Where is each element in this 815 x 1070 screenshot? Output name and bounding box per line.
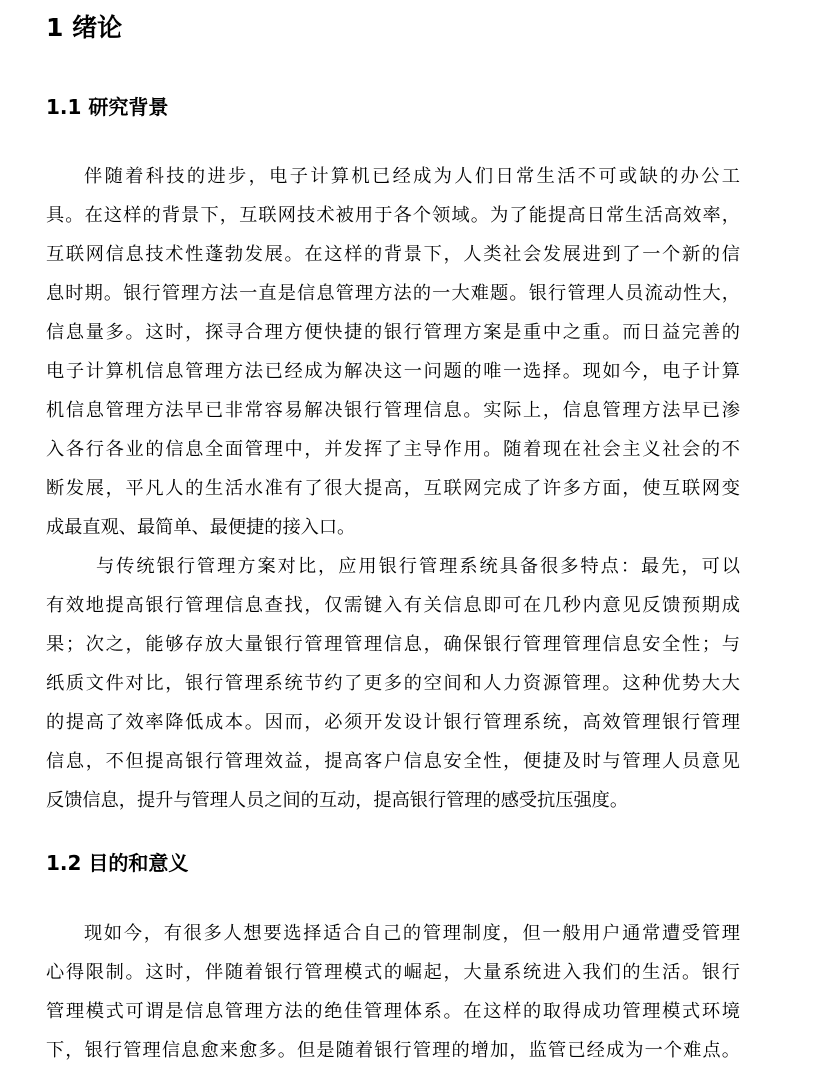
text-line: 现如今，有很多人想要选择适合自己的管理制度，但一般用户通常遭受管理 [84,923,740,944]
paragraph-background-2 [46,547,740,820]
paragraph-purpose-1 [46,914,740,1070]
text-line: 果；次之，能够存放大量银行管理管理信息，确保银行管理管理信息安全性；与 [46,634,740,655]
text-line: 断发展，平凡人的生活水准有了很大提高，互联网完成了许多方面，使互联网变 [46,478,740,499]
text-line: 管理模式可谓是信息管理方法的绝佳管理体系。在这样的取得成功管理模式环境 [46,1001,740,1022]
text-line: 息时期。银行管理方法一直是信息管理方法的一大难题。银行管理人员流动性大， [46,283,740,304]
text-line: 互联网信息技术性蓬勃发展。在这样的背景下，人类社会发展进到了一个新的信 [46,244,740,265]
text-line: 与传统银行管理方案对比，应用银行管理系统具备很多特点：最先，可以 [96,556,740,577]
section-title-purpose-and-significance: 1.2 目的和意义 [46,851,189,875]
text-line: 心得限制。这时，伴随着银行管理模式的崛起，大量系统进入我们的生活。银行 [46,962,740,983]
text-line: 成最直观、最简单、最便捷的接入口。 [46,517,356,538]
text-line: 纸质文件对比，银行管理系统节约了更多的空间和人力资源管理。这种优势大大 [46,673,740,694]
text-line: 机信息管理方法早已非常容易解决银行管理信息。实际上，信息管理方法早已渗 [46,400,740,421]
text-line: 具。在这样的背景下，互联网技术被用于各个领域。为了能提高日常生活高效率， [46,205,740,226]
text-line: 入各行各业的信息全面管理中，并发挥了主导作用。随着现在社会主义社会的不 [46,439,740,460]
text-line: 伴随着科技的进步，电子计算机已经成为人们日常生活不可或缺的办公工 [84,166,740,187]
text-line: 信息，不但提高银行管理效益，提高客户信息安全性，便捷及时与管理人员意见 [46,751,740,772]
text-line: 信息量多。这时，探寻合理方便快捷的银行管理方案是重中之重。而日益完善的 [46,322,740,343]
chapter-title: 1 绪论 [46,13,123,42]
text-line: 下，银行管理信息愈来愈多。但是随着银行管理的增加，监管已经成为一个难点。 [46,1040,740,1061]
text-line: 反馈信息，提升与管理人员之间的互动，提高银行管理的感受抗压强度。 [46,790,629,811]
paragraph-background-1 [46,157,740,547]
text-line: 的提高了效率降低成本。因而，必须开发设计银行管理系统，高效管理银行管理 [46,712,740,733]
text-line: 电子计算机信息管理方法已经成为解决这一问题的唯一选择。现如今，电子计算 [46,361,740,382]
section-title-research-background: 1.1 研究背景 [46,95,169,119]
text-line: 有效地提高银行管理信息查找，仅需键入有关信息即可在几秒内意见反馈预期成 [46,595,740,616]
